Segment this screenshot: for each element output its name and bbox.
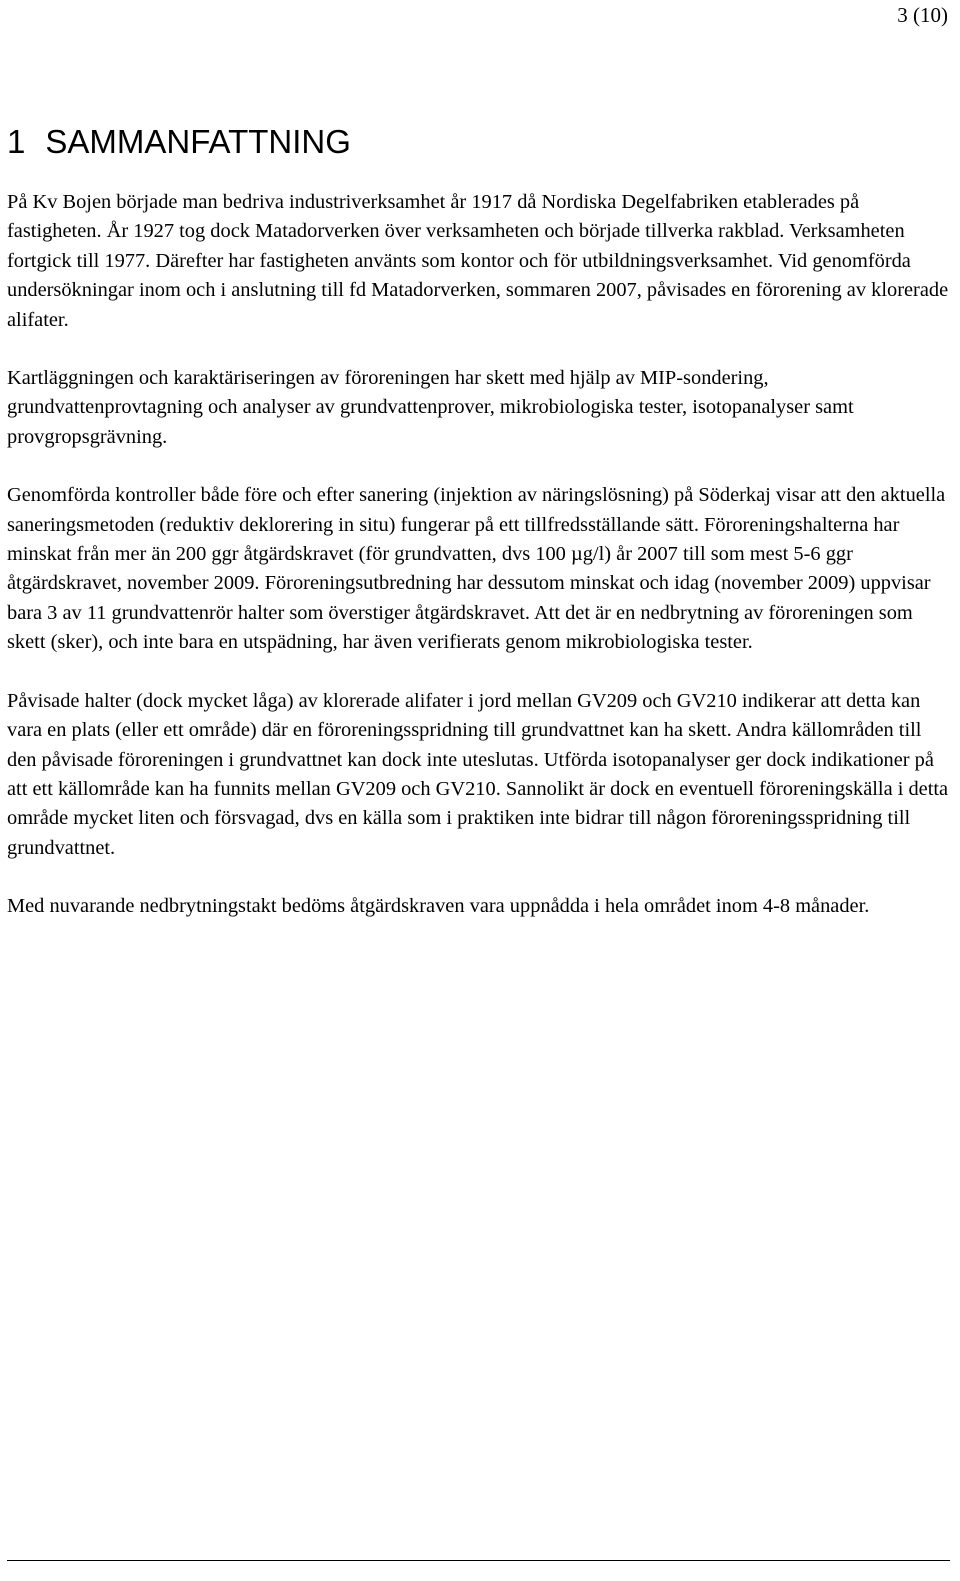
paragraph-source-area: Påvisade halter (dock mycket låga) av klorerade alifater i jord mellan GV209 och GV210 indikerar att detta kan vara en plats (eller ett område) där en föroreningsspridning till grundvattnet kan ha skett. Andra källområden till den påvisade föroreningen i grundvattnet kan dock inte uteslutas. Utförda isotopanalyser ger dock indikationer på att ett källområde kan ha funnits mellan GV209 och GV210. Sannolikt är dock en eventuell föroreningskälla i detta område mycket liten och försvagad, dvs en källa som i praktiken inte bidrar till någon föroreningsspridning till grundvattnet. [7, 689, 949, 859]
paragraph-outlook: Med nuvarande nedbrytningstakt bedöms åtgärdskraven vara uppnådda i hela området inom 4-8 månader. [7, 895, 870, 918]
section-heading [7, 116, 952, 168]
paragraph-investigation: Kartläggningen och karaktäriseringen av föroreningen har skett med hjälp av MIP-sondering, grundvattenprovtagning och analyser av grundvattenprover, mikrobiologiska tester, isotopanalyser samt provgropsgrävning. [7, 367, 854, 448]
footer-divider [7, 1560, 950, 1561]
section-title: SAMMANFATTNING [45, 123, 351, 160]
section-number: 1 [7, 123, 26, 160]
document-body [7, 116, 952, 951]
paragraph-remediation-results: Genomförda kontroller både före och efter sanering (injektion av näringslösning) på Söderkaj visar att den aktuella saneringsmetoden (reduktiv deklorering in situ) fungerar på ett tillfredsställande sätt. Föroreningshalterna har minskat från mer än 200 ggr åtgärdskravet (för grundvatten, dvs 100 µg/l) år 2007 till som mest 5-6 ggr åtgärdskravet, november 2009. Föroreningsutbredning har dessutom minskat och idag (november 2009) uppvisar bara 3 av 11 grundvattenrör halter som överstiger åtgärdskravet. Att det är en nedbrytning av föroreningen som skett (sker), och inte bara en utspädning, har även verifierats genom mikrobiologiska tester. [7, 484, 946, 654]
page-number: 3 (10) [897, 3, 948, 27]
paragraph-history: På Kv Bojen började man bedriva industriverksamhet år 1917 då Nordiska Degelfabriken etablerades på fastigheten. År 1927 tog dock Matadorverken över verksamheten och började tillverka rakblad. Verksamheten fortgick till 1977. Därefter har fastigheten använts som kontor och för utbildningsverksamhet. Vid genomförda undersökningar inom och i anslutning till fd Matadorverken, sommaren 2007, påvisades en förorening av klorerade alifater. [7, 191, 949, 331]
